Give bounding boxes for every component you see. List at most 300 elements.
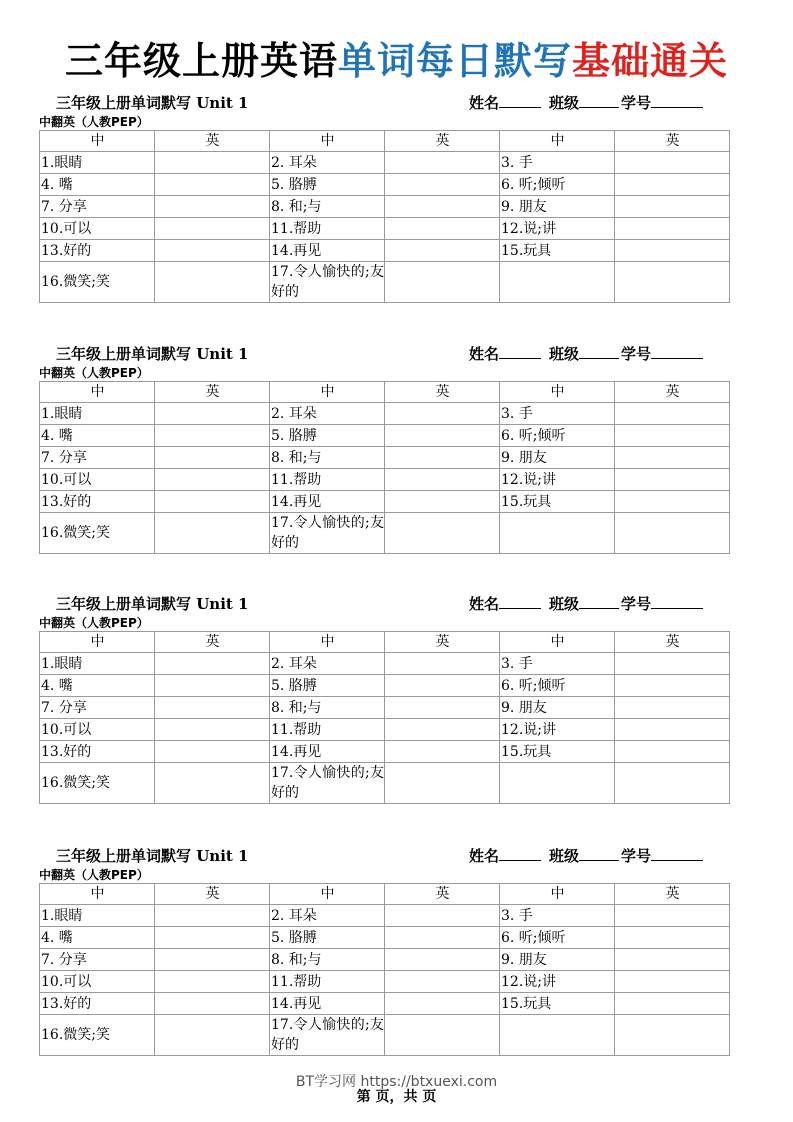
english-answer-cell[interactable]	[155, 993, 270, 1015]
chinese-word-cell	[500, 262, 615, 303]
chinese-word-cell	[40, 927, 155, 949]
number-blank[interactable]	[651, 343, 703, 359]
table-header-row	[40, 632, 730, 653]
name-blank[interactable]	[499, 845, 541, 861]
english-answer-cell[interactable]	[615, 675, 730, 697]
table-row	[40, 240, 730, 262]
english-answer-cell[interactable]	[155, 152, 270, 174]
english-answer-cell[interactable]	[155, 949, 270, 971]
chinese-word: 11.帮助	[271, 721, 322, 738]
english-answer-cell[interactable]	[385, 927, 500, 949]
chinese-word-cell	[500, 491, 615, 513]
chinese-word: 1.眼睛	[41, 405, 83, 422]
chinese-word-cell	[500, 653, 615, 675]
worksheet-subtitle: 中翻英（人教PEP）	[39, 366, 149, 380]
chinese-word-cell	[40, 262, 155, 303]
chinese-word-cell	[270, 653, 385, 675]
english-answer-cell[interactable]	[155, 905, 270, 927]
chinese-word-cell	[40, 491, 155, 513]
chinese-word: 5. 胳膊	[271, 677, 317, 694]
chinese-word-cell	[500, 469, 615, 491]
english-answer-cell[interactable]	[155, 447, 270, 469]
chinese-word-cell	[500, 447, 615, 469]
chinese-word: 1.眼睛	[41, 655, 83, 672]
chinese-word: 15.玩具	[501, 743, 552, 760]
chinese-word: 10.可以	[41, 471, 92, 488]
chinese-word-cell	[500, 993, 615, 1015]
chinese-word: 13.好的	[41, 242, 92, 259]
chinese-word-cell	[270, 447, 385, 469]
table-row	[40, 152, 730, 174]
english-answer-cell[interactable]	[385, 971, 500, 993]
english-answer-cell[interactable]	[385, 152, 500, 174]
chinese-word-cell	[270, 469, 385, 491]
chinese-word: 2. 耳朵	[271, 154, 317, 171]
english-answer-cell[interactable]	[385, 741, 500, 763]
chinese-word: 15.玩具	[501, 242, 552, 259]
english-answer-cell[interactable]	[615, 513, 730, 554]
chinese-word-cell	[40, 675, 155, 697]
chinese-word-cell	[270, 152, 385, 174]
chinese-word: 11.帮助	[271, 220, 322, 237]
chinese-word: 1.眼睛	[41, 907, 83, 924]
english-answer-cell[interactable]	[155, 403, 270, 425]
english-answer-cell[interactable]	[615, 653, 730, 675]
table-header-row	[40, 382, 730, 403]
english-answer-cell[interactable]	[615, 174, 730, 196]
chinese-word-cell	[270, 971, 385, 993]
chinese-word-cell	[500, 240, 615, 262]
chinese-word-cell	[500, 927, 615, 949]
student-info	[469, 92, 703, 114]
chinese-word-cell	[40, 993, 155, 1015]
column-header-chinese: 中	[270, 131, 385, 152]
table-header-row	[40, 884, 730, 905]
footer-site: BT学习网 https://btxuexi.com	[295, 1074, 498, 1090]
column-header-english: 英	[615, 382, 730, 403]
column-header-english: 英	[155, 382, 270, 403]
chinese-word: 13.好的	[41, 493, 92, 510]
column-header-english: 英	[385, 632, 500, 653]
name-blank[interactable]	[499, 343, 541, 359]
chinese-word: 11.帮助	[271, 471, 322, 488]
english-answer-cell[interactable]	[615, 949, 730, 971]
column-header-chinese: 中	[270, 382, 385, 403]
class-label: 班级	[549, 847, 580, 865]
vocabulary-table	[39, 381, 730, 554]
english-answer-cell[interactable]	[615, 491, 730, 513]
class-label: 班级	[549, 595, 580, 613]
chinese-word-cell	[40, 741, 155, 763]
chinese-word: 13.好的	[41, 743, 92, 760]
chinese-word-cell	[40, 763, 155, 804]
table-row	[40, 993, 730, 1015]
english-answer-cell[interactable]	[155, 719, 270, 741]
title-part-1: 三年级上册英语	[64, 39, 338, 83]
chinese-word-cell	[500, 675, 615, 697]
chinese-word-cell	[40, 447, 155, 469]
english-answer-cell[interactable]	[615, 196, 730, 218]
english-answer-cell[interactable]	[385, 447, 500, 469]
chinese-word-cell	[40, 218, 155, 240]
english-answer-cell[interactable]	[155, 425, 270, 447]
english-answer-cell[interactable]	[385, 697, 500, 719]
vocabulary-table	[39, 631, 730, 804]
class-blank[interactable]	[579, 845, 619, 861]
chinese-word: 12.说;讲	[501, 471, 556, 488]
worksheet-heading: 三年级上册单词默写 Unit 1	[56, 847, 249, 865]
chinese-word-cell	[500, 719, 615, 741]
chinese-word: 14.再见	[271, 493, 322, 510]
chinese-word: 4. 嘴	[41, 176, 73, 193]
table-row	[40, 1015, 730, 1056]
worksheet-heading: 三年级上册单词默写 Unit 1	[56, 345, 249, 363]
table-row	[40, 719, 730, 741]
english-answer-cell[interactable]	[155, 491, 270, 513]
english-answer-cell[interactable]	[615, 905, 730, 927]
chinese-word: 2. 耳朵	[271, 405, 317, 422]
worksheet-block-1	[39, 92, 729, 303]
chinese-word: 11.帮助	[271, 973, 322, 990]
english-answer-cell[interactable]	[615, 425, 730, 447]
column-header-english: 英	[155, 884, 270, 905]
chinese-word: 15.玩具	[501, 995, 552, 1012]
name-blank[interactable]	[499, 593, 541, 609]
chinese-word-cell	[40, 905, 155, 927]
english-answer-cell[interactable]	[385, 719, 500, 741]
table-row	[40, 949, 730, 971]
title-part-3: 基础通关	[572, 39, 729, 83]
column-header-chinese: 中	[40, 632, 155, 653]
english-answer-cell[interactable]	[385, 675, 500, 697]
chinese-word: 16.微笑;笑	[41, 775, 110, 791]
student-info	[469, 593, 703, 615]
chinese-word: 17.令人愉快的;友好的	[271, 515, 384, 551]
chinese-word: 14.再见	[271, 242, 322, 259]
table-row	[40, 971, 730, 993]
chinese-word-cell	[270, 905, 385, 927]
title-part-2: 单词每日默写	[337, 39, 572, 83]
table-row	[40, 425, 730, 447]
class-blank[interactable]	[579, 593, 619, 609]
number-label: 学号	[621, 847, 652, 865]
english-answer-cell[interactable]	[615, 152, 730, 174]
chinese-word: 8. 和;与	[271, 699, 322, 716]
english-answer-cell[interactable]	[385, 262, 500, 303]
english-answer-cell[interactable]	[385, 653, 500, 675]
chinese-word: 12.说;讲	[501, 973, 556, 990]
chinese-word: 7. 分享	[41, 449, 87, 466]
english-answer-cell[interactable]	[385, 196, 500, 218]
class-blank[interactable]	[579, 343, 619, 359]
number-label: 学号	[621, 595, 652, 613]
number-blank[interactable]	[651, 92, 703, 108]
english-answer-cell[interactable]	[155, 469, 270, 491]
english-answer-cell[interactable]	[385, 425, 500, 447]
chinese-word: 14.再见	[271, 995, 322, 1012]
student-info	[469, 343, 703, 365]
chinese-word-cell	[40, 719, 155, 741]
chinese-word-cell	[500, 403, 615, 425]
english-answer-cell[interactable]	[155, 741, 270, 763]
english-answer-cell[interactable]	[615, 240, 730, 262]
table-row	[40, 174, 730, 196]
vocabulary-table	[39, 883, 730, 1056]
table-row	[40, 447, 730, 469]
worksheet-subtitle: 中翻英（人教PEP）	[39, 616, 149, 630]
chinese-word-cell	[500, 949, 615, 971]
chinese-word-cell	[270, 240, 385, 262]
table-header-row	[40, 131, 730, 152]
chinese-word: 2. 耳朵	[271, 907, 317, 924]
chinese-word: 4. 嘴	[41, 427, 73, 444]
chinese-word-cell	[270, 262, 385, 303]
chinese-word-cell	[500, 905, 615, 927]
english-answer-cell[interactable]	[155, 675, 270, 697]
english-answer-cell[interactable]	[155, 196, 270, 218]
table-row	[40, 403, 730, 425]
column-header-chinese: 中	[270, 632, 385, 653]
chinese-word: 8. 和;与	[271, 198, 322, 215]
chinese-word: 3. 手	[501, 405, 533, 422]
worksheet-block-4	[39, 845, 729, 1056]
chinese-word-cell	[500, 174, 615, 196]
chinese-word-cell	[40, 653, 155, 675]
chinese-word-cell	[40, 949, 155, 971]
chinese-word: 6. 听;倾听	[501, 677, 566, 694]
chinese-word: 2. 耳朵	[271, 655, 317, 672]
chinese-word: 9. 朋友	[501, 449, 547, 466]
english-answer-cell[interactable]	[385, 218, 500, 240]
english-answer-cell[interactable]	[615, 262, 730, 303]
chinese-word: 12.说;讲	[501, 721, 556, 738]
chinese-word-cell	[40, 513, 155, 554]
chinese-word: 14.再见	[271, 743, 322, 760]
worksheet-block-3	[39, 593, 729, 804]
chinese-word-cell	[40, 403, 155, 425]
chinese-word-cell	[270, 196, 385, 218]
table-row	[40, 218, 730, 240]
chinese-word-cell	[40, 425, 155, 447]
chinese-word-cell	[500, 513, 615, 554]
column-header-english: 英	[385, 884, 500, 905]
english-answer-cell[interactable]	[385, 240, 500, 262]
number-blank[interactable]	[651, 845, 703, 861]
number-label: 学号	[621, 345, 652, 363]
chinese-word-cell	[40, 196, 155, 218]
table-row	[40, 491, 730, 513]
number-blank[interactable]	[651, 593, 703, 609]
worksheet-block-2	[39, 343, 729, 554]
worksheet-subtitle: 中翻英（人教PEP）	[39, 868, 149, 882]
english-answer-cell[interactable]	[615, 1015, 730, 1056]
chinese-word-cell	[270, 927, 385, 949]
english-answer-cell[interactable]	[615, 927, 730, 949]
chinese-word-cell	[270, 491, 385, 513]
column-header-english: 英	[615, 131, 730, 152]
page-title	[0, 38, 793, 84]
chinese-word: 13.好的	[41, 995, 92, 1012]
english-answer-cell[interactable]	[155, 653, 270, 675]
column-header-chinese: 中	[500, 382, 615, 403]
chinese-word-cell	[40, 1015, 155, 1056]
class-blank[interactable]	[579, 92, 619, 108]
chinese-word: 9. 朋友	[501, 198, 547, 215]
chinese-word: 12.说;讲	[501, 220, 556, 237]
english-answer-cell[interactable]	[385, 513, 500, 554]
column-header-english: 英	[615, 632, 730, 653]
chinese-word: 3. 手	[501, 655, 533, 672]
english-answer-cell[interactable]	[385, 993, 500, 1015]
english-answer-cell[interactable]	[385, 949, 500, 971]
column-header-chinese: 中	[500, 131, 615, 152]
english-answer-cell[interactable]	[155, 218, 270, 240]
english-answer-cell[interactable]	[615, 469, 730, 491]
chinese-word: 17.令人愉快的;友好的	[271, 1017, 384, 1053]
chinese-word-cell	[40, 240, 155, 262]
chinese-word: 6. 听;倾听	[501, 929, 566, 946]
column-header-chinese: 中	[40, 131, 155, 152]
chinese-word: 4. 嘴	[41, 677, 73, 694]
english-answer-cell[interactable]	[385, 1015, 500, 1056]
english-answer-cell[interactable]	[385, 174, 500, 196]
chinese-word: 9. 朋友	[501, 951, 547, 968]
footer-page-number: 第 页，共 页	[356, 1089, 437, 1105]
english-answer-cell[interactable]	[615, 697, 730, 719]
column-header-chinese: 中	[40, 382, 155, 403]
chinese-word-cell	[500, 1015, 615, 1056]
english-answer-cell[interactable]	[385, 905, 500, 927]
chinese-word: 10.可以	[41, 721, 92, 738]
worksheet-header	[39, 593, 729, 615]
name-label: 姓名	[469, 94, 500, 112]
table-row	[40, 196, 730, 218]
chinese-word-cell	[270, 1015, 385, 1056]
table-row	[40, 763, 730, 804]
class-label: 班级	[549, 94, 580, 112]
chinese-word: 5. 胳膊	[271, 176, 317, 193]
chinese-word-cell	[40, 174, 155, 196]
english-answer-cell[interactable]	[155, 971, 270, 993]
number-label: 学号	[621, 94, 652, 112]
name-blank[interactable]	[499, 92, 541, 108]
english-answer-cell[interactable]	[155, 1015, 270, 1056]
chinese-word: 7. 分享	[41, 951, 87, 968]
chinese-word-cell	[500, 763, 615, 804]
worksheet-header	[39, 343, 729, 365]
chinese-word: 3. 手	[501, 154, 533, 171]
chinese-word: 7. 分享	[41, 198, 87, 215]
column-header-english: 英	[385, 382, 500, 403]
chinese-word: 8. 和;与	[271, 951, 322, 968]
name-label: 姓名	[469, 595, 500, 613]
table-row	[40, 675, 730, 697]
english-answer-cell[interactable]	[615, 447, 730, 469]
chinese-word: 16.微笑;笑	[41, 274, 110, 290]
chinese-word-cell	[270, 425, 385, 447]
english-answer-cell[interactable]	[155, 513, 270, 554]
chinese-word: 6. 听;倾听	[501, 176, 566, 193]
column-header-chinese: 中	[40, 884, 155, 905]
chinese-word: 16.微笑;笑	[41, 525, 110, 541]
class-label: 班级	[549, 345, 580, 363]
english-answer-cell[interactable]	[155, 174, 270, 196]
english-answer-cell[interactable]	[385, 403, 500, 425]
column-header-chinese: 中	[500, 632, 615, 653]
chinese-word-cell	[270, 174, 385, 196]
chinese-word-cell	[40, 971, 155, 993]
chinese-word: 16.微笑;笑	[41, 1027, 110, 1043]
english-answer-cell[interactable]	[615, 763, 730, 804]
table-row	[40, 741, 730, 763]
chinese-word: 1.眼睛	[41, 154, 83, 171]
column-header-english: 英	[155, 632, 270, 653]
vocabulary-table	[39, 130, 730, 303]
chinese-word: 10.可以	[41, 973, 92, 990]
chinese-word: 8. 和;与	[271, 449, 322, 466]
column-header-english: 英	[155, 131, 270, 152]
worksheet-header	[39, 92, 729, 114]
english-answer-cell[interactable]	[155, 763, 270, 804]
worksheet-heading: 三年级上册单词默写 Unit 1	[56, 595, 249, 613]
chinese-word-cell	[40, 469, 155, 491]
english-answer-cell[interactable]	[615, 403, 730, 425]
table-row	[40, 697, 730, 719]
chinese-word: 4. 嘴	[41, 929, 73, 946]
english-answer-cell[interactable]	[385, 491, 500, 513]
chinese-word-cell	[500, 152, 615, 174]
chinese-word-cell	[40, 152, 155, 174]
chinese-word: 7. 分享	[41, 699, 87, 716]
table-row	[40, 653, 730, 675]
english-answer-cell[interactable]	[615, 741, 730, 763]
chinese-word: 6. 听;倾听	[501, 427, 566, 444]
chinese-word-cell	[270, 675, 385, 697]
table-row	[40, 469, 730, 491]
chinese-word: 10.可以	[41, 220, 92, 237]
english-answer-cell[interactable]	[155, 697, 270, 719]
chinese-word-cell	[500, 741, 615, 763]
chinese-word: 5. 胳膊	[271, 929, 317, 946]
chinese-word: 15.玩具	[501, 493, 552, 510]
chinese-word-cell	[270, 763, 385, 804]
english-answer-cell[interactable]	[615, 993, 730, 1015]
english-answer-cell[interactable]	[155, 240, 270, 262]
chinese-word: 9. 朋友	[501, 699, 547, 716]
column-header-chinese: 中	[270, 884, 385, 905]
english-answer-cell[interactable]	[385, 469, 500, 491]
chinese-word-cell	[270, 403, 385, 425]
english-answer-cell[interactable]	[155, 927, 270, 949]
english-answer-cell[interactable]	[615, 218, 730, 240]
table-row	[40, 905, 730, 927]
english-answer-cell[interactable]	[385, 763, 500, 804]
table-row	[40, 513, 730, 554]
student-info	[469, 845, 703, 867]
chinese-word: 17.令人愉快的;友好的	[271, 264, 384, 300]
chinese-word: 3. 手	[501, 907, 533, 924]
chinese-word: 17.令人愉快的;友好的	[271, 765, 384, 801]
column-header-chinese: 中	[500, 884, 615, 905]
worksheet-header	[39, 845, 729, 867]
english-answer-cell[interactable]	[615, 719, 730, 741]
english-answer-cell[interactable]	[155, 262, 270, 303]
chinese-word-cell	[500, 196, 615, 218]
column-header-english: 英	[615, 884, 730, 905]
chinese-word-cell	[270, 719, 385, 741]
chinese-word: 5. 胳膊	[271, 427, 317, 444]
english-answer-cell[interactable]	[615, 971, 730, 993]
